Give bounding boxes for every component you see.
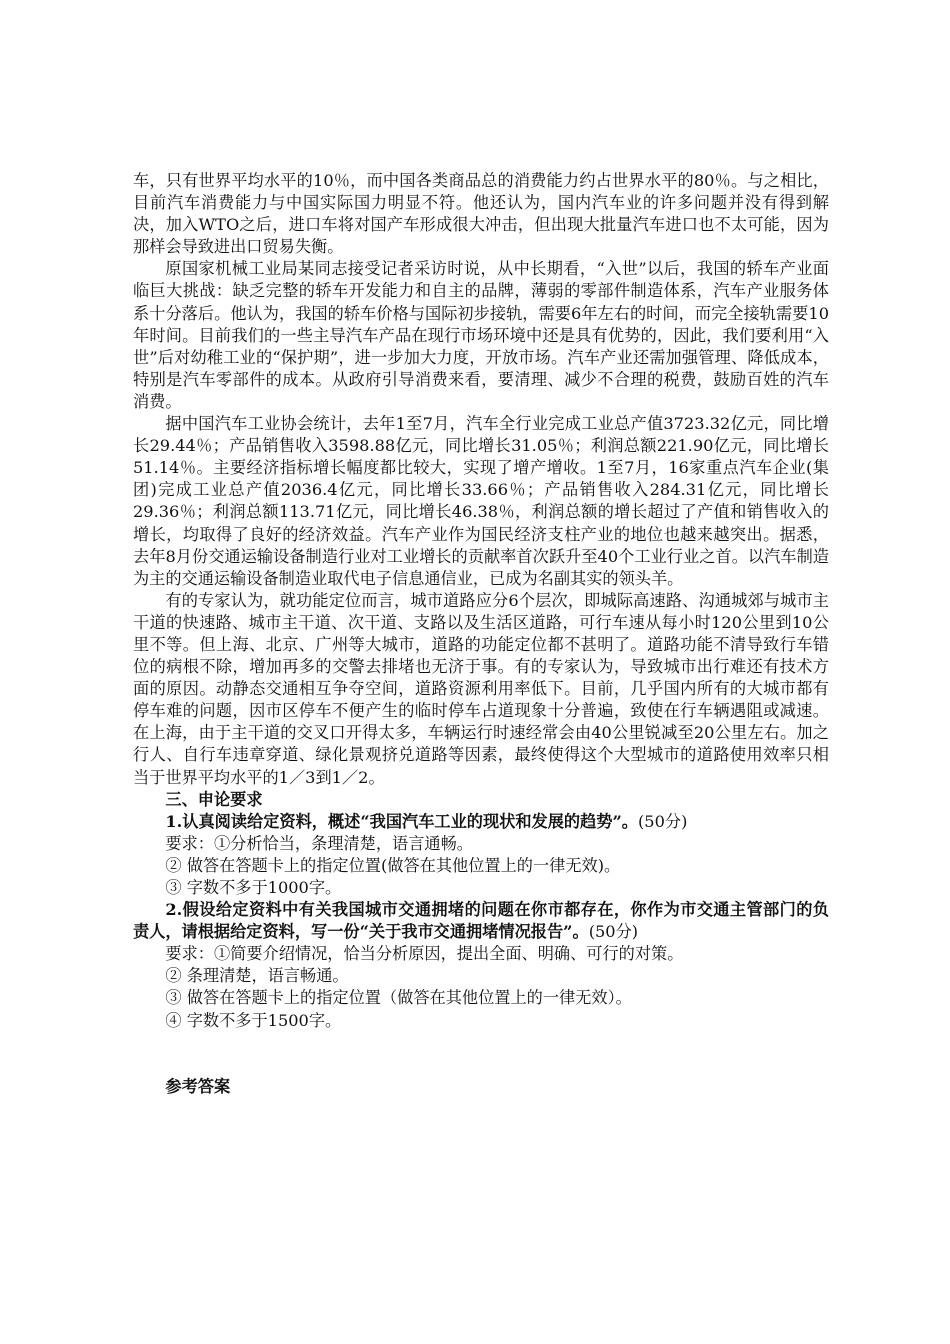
task2-requirement-2: ② 条理清楚，语言畅通。 (165, 966, 349, 986)
paragraph-sedan-industry: 原国家机械工业局某同志接受记者采访时说，从中长期看，“入世”以后，我国的轿车产业面临巨大挑战：缺乏完整的轿车开发能力和自主的品牌，薄弱的零部件制造体系，汽车产业服务体系十分落后。他认为，我国的轿车价格与国际初步接轨，需要6年左右的时间，而完全接轨需要10年时间。目前我们的一些主导汽车产品在现行市场环境中还是具有优势的，因此，我们要利用“入世”后对幼稚工业的“保护期”，进一步加大力度，开放市场。汽车产业还需加强管理、降低成本，特别是汽车零部件的成本。从政府引导消费来看，要清理、减少不合理的税费，鼓励百姓的汽车消费。 (133, 259, 829, 411)
task1-requirement-1: 要求：①分析恰当，条理清楚，语言通畅。 (165, 833, 473, 853)
paragraph-urban-traffic: 有的专家认为，就功能定位而言，城市道路应分6个层次，即城际高速路、沟通城郊与城市主干道的快速路、城市主干道、次干道、支路以及生活区道路，可行车速从每小时120公里到10公里不等。但上海、北京、广州等大城市，道路的功能定位都不甚明了。道路功能不清导致行车错位的病根不除，增加再多的交警去排堵也无济于事。有的专家认为，导致城市出行难还有技术方面的原因。动静态交通相互争夺空间，道路资源利用率低下。目前，几乎国内所有的大城市都有停车难的问题，因市区停车不便产生的临时停车占道现象十分普遍，致使在行车辆遇阻或减速。在上海，由于主干道的交叉口开得太多，车辆运行时速经常会由40公里锐减至20公里左右。加之行人、自行车违章穿道、绿化景观挤兑道路等因素，最终使得这个大型城市的道路使用效率只相当于世界平均水平的1／3到1／2。 (133, 590, 829, 787)
paragraph-industry-statistics: 据中国汽车工业协会统计，去年1至7月，汽车全行业完成工业总产值3723.32亿元，同比增长29.44％；产品销售收入3598.88亿元，同比增长31.05％；利润总额221.90亿元，同比增长51.14％。主要经济指标增长幅度都比较大，实现了增产增收。1至7月，16家重点汽车企业(集团)完成工业总产值2036.4亿元，同比增长33.66％；产品销售收入284.31亿元，同比增长29.36％；利润总额113.71亿元，同比增长46.38％，利润总额的增长超过了产值和销售收入的增长，均取得了良好的经济效益。汽车产业作为国民经济支柱产业的地位也越来越突出。据悉，去年8月份交通运输设备制造行业对工业增长的贡献率首次跃升至40个工业行业之首。以汽车制造为主的交通运输设备制造业取代电子信息通信业，已成为名副其实的领头羊。 (133, 414, 829, 588)
task2-score: (50分) (588, 922, 639, 942)
task1-score: (50分) (637, 811, 688, 831)
task1-title: 1.认真阅读给定资料，概述“我国汽车工业的现状和发展的趋势”。 (165, 811, 638, 831)
reference-answer-heading: 参考答案 (165, 1076, 231, 1096)
task2-requirement-4: ④ 字数不多于1500字。 (165, 1010, 342, 1030)
task1-requirement-3: ③ 字数不多于1000字。 (165, 878, 342, 897)
document-page (133, 170, 829, 1098)
task2-requirement-3: ③ 做答在答题卡上的指定位置（做答在其他位置上的一律无效）。 (165, 988, 632, 1008)
task2-title: 2.假设给定资料中有关我国城市交通拥堵的问题在你市都存在，你作为市交通主管部门的负责人，请根据给定资料，写一份“关于我市交通拥堵情况报告”。 (133, 900, 829, 942)
task2-requirement-1: 要求：①简要介绍情况，恰当分析原因，提出全面、明确、可行的对策。 (165, 944, 684, 964)
task2-question (133, 899, 829, 943)
paragraph-car-consumption: 车，只有世界平均水平的10％，而中国各类商品总的消费能力约占世界水平的80％。与之相比，目前汽车消费能力与中国实际国力明显不符。他还认为，国内汽车业的许多问题并没有得到解决，加入WTO之后，进口车将对国产车形成很大冲击，但出现大批量汽车进口也不太可能，因为那样会导致进出口贸易失衡。 (133, 171, 829, 257)
task1-requirement-2: ② 做答在答题卡上的指定位置(做答在其他位置上的一律无效)。 (165, 855, 621, 875)
section-title: 三、申论要求 (165, 789, 263, 809)
task1-question (133, 811, 829, 833)
spacer (133, 1032, 829, 1076)
